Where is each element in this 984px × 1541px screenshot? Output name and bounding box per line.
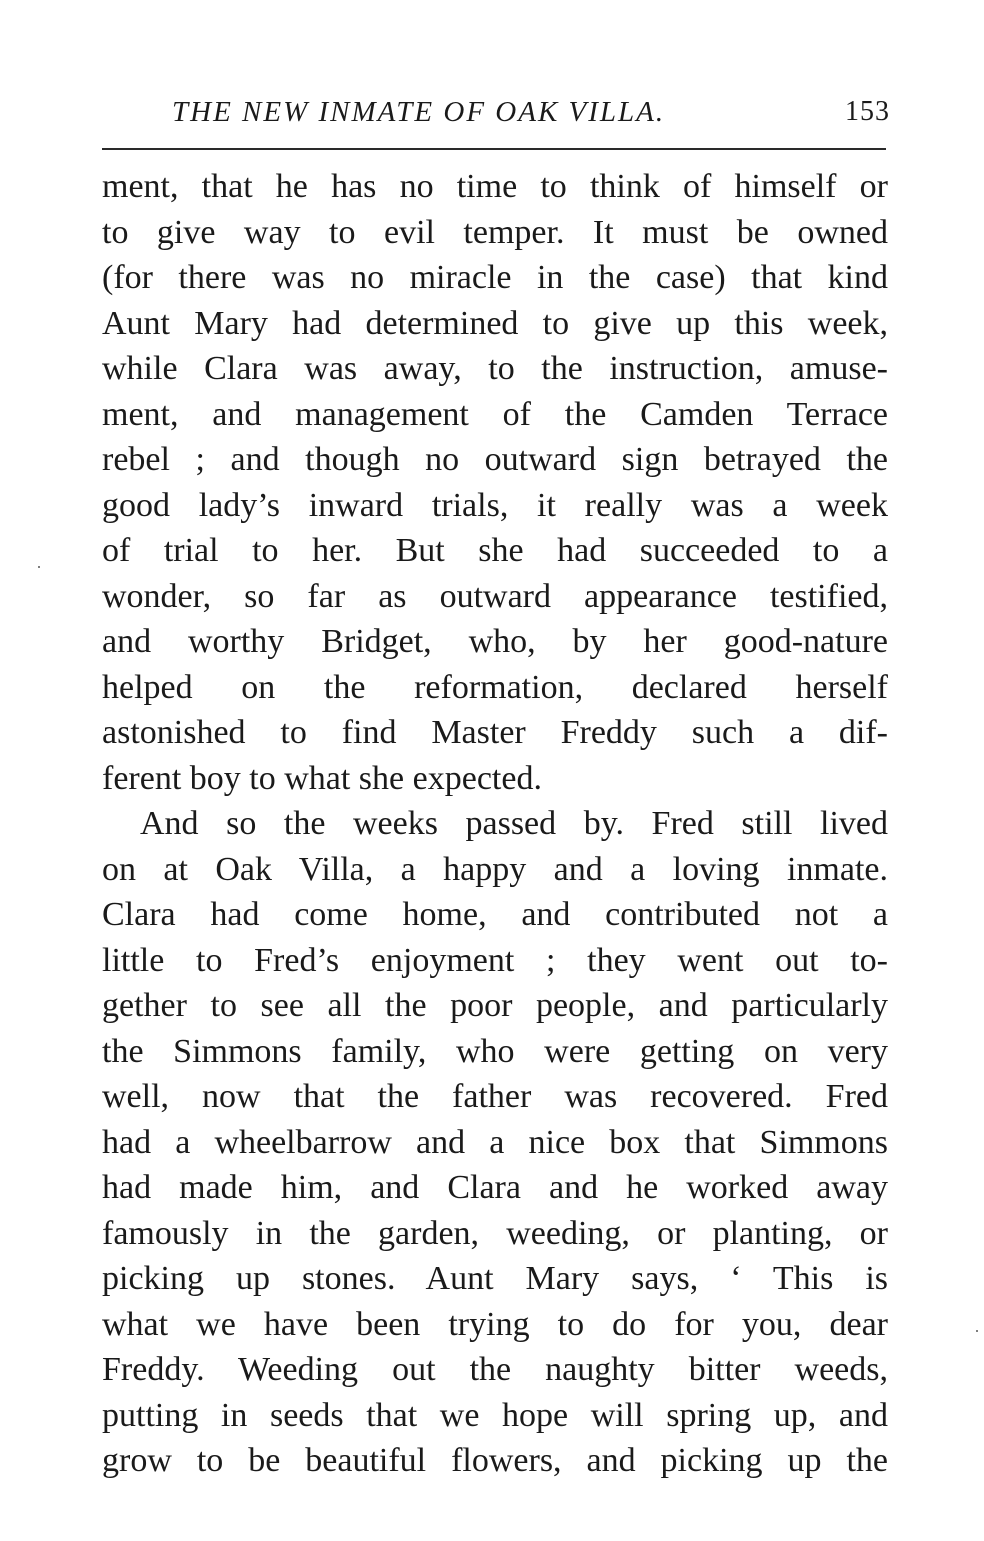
scan-speck xyxy=(976,1330,978,1332)
text-line: Clara had come home, and contributed not a xyxy=(102,896,888,933)
body-text xyxy=(102,164,888,1484)
text-line: little to Fred’s enjoyment ; they went out to- xyxy=(102,941,888,979)
text-line: of trial to her. But she had succeeded to a xyxy=(102,532,888,569)
header-rule xyxy=(102,148,886,150)
text-line: rebel ; and though no outward sign betrayed the xyxy=(102,441,888,478)
text-line: helped on the reformation, declared herself xyxy=(102,668,888,706)
text-line: the Simmons family, who were getting on very xyxy=(102,1032,888,1070)
text-line: picking up stones. Aunt Mary says, ‘ This is xyxy=(102,1260,888,1297)
running-title: THE NEW INMATE OF OAK VILLA. xyxy=(172,96,666,128)
text-line: gether to see all the poor people, and particularly xyxy=(102,987,888,1024)
page-number: 153 xyxy=(845,96,890,127)
scan-speck xyxy=(38,566,40,568)
text-line: well, now that the father was recovered. Fred xyxy=(102,1078,888,1115)
text-line: wonder, so far as outward appearance testified, xyxy=(102,577,888,615)
text-line: had made him, and Clara and he worked away xyxy=(102,1169,888,1206)
text-line: Aunt Mary had determined to give up this week, xyxy=(102,304,888,342)
text-line: on at Oak Villa, a happy and a loving inmate. xyxy=(102,850,888,888)
paragraph-start-line: And so the weeks passed by. Fred still lived xyxy=(140,805,888,842)
text-line: (for there was no miracle in the case) that kind xyxy=(102,259,888,296)
text-line: putting in seeds that we hope will spring up, and xyxy=(102,1396,888,1434)
text-line: ment, and management of the Camden Terrace xyxy=(102,395,888,433)
text-line: and worthy Bridget, who, by her good-nature xyxy=(102,623,888,660)
text-line: while Clara was away, to the instruction, amuse- xyxy=(102,350,888,387)
text-line: to give way to evil temper. It must be owned xyxy=(102,213,888,251)
text-line: famously in the garden, weeding, or planting, or xyxy=(102,1214,888,1252)
text-line: Freddy. Weeding out the naughty bitter weeds, xyxy=(102,1351,888,1388)
paragraph-end-line: ferent boy to what she expected. xyxy=(102,759,542,797)
text-line: had a wheelbarrow and a nice box that Simmons xyxy=(102,1123,888,1161)
text-line: grow to be beautiful flowers, and picking up the xyxy=(102,1442,888,1479)
text-line: what we have been trying to do for you, dear xyxy=(102,1305,888,1343)
text-line: ment, that he has no time to think of himself or xyxy=(102,168,888,205)
text-line: good lady’s inward trials, it really was a week xyxy=(102,486,888,524)
text-line: astonished to find Master Freddy such a dif- xyxy=(102,714,888,751)
running-head xyxy=(100,96,890,136)
